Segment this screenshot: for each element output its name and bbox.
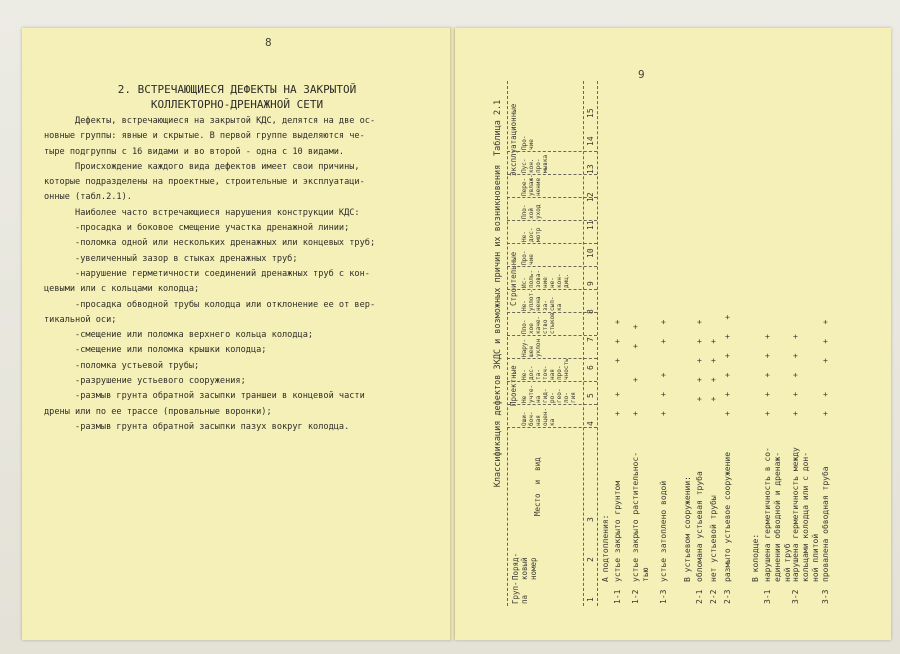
row-number: 3-3	[821, 589, 830, 604]
row-marks: + + + + +	[659, 319, 668, 416]
body-line: которые подразделены на проектные, строительные и эксплуатаци-	[44, 177, 365, 188]
row-description: провалена обводная труба	[821, 466, 830, 582]
body-line: -поломка устьевой трубы;	[44, 360, 200, 371]
column-number: 10	[586, 248, 595, 258]
column-number: 13	[586, 164, 595, 174]
row-description: размыто устьевое сооружение	[723, 451, 732, 582]
body-line: -смещение или поломка верхнего кольца колодца;	[44, 330, 314, 341]
right-page	[455, 28, 891, 640]
header-subcolumn: Не- уплот- нена за- сып- ка	[521, 289, 563, 311]
column-number: 15	[586, 108, 595, 118]
header-subcolumn: Про- чие	[521, 250, 535, 265]
column-number: 12	[586, 192, 595, 202]
column-number: 2	[586, 557, 595, 562]
body-text	[44, 114, 444, 435]
header-operation: Эксплуатационные	[509, 103, 518, 176]
left-page	[22, 28, 452, 640]
row-description: устье закрыто грунтом	[613, 480, 622, 582]
column-number: 3	[586, 517, 595, 522]
section-heading-line-2: КОЛЛЕКТОРНО-ДРЕНАЖНОЙ СЕТИ	[150, 98, 324, 111]
header-subcolumn: Нару- шен уклон	[521, 338, 542, 357]
body-line: -поломка одной или нескольких дренажных или концевых труб;	[44, 238, 376, 249]
body-line: Наиболее часто встречающиеся нарушения конструкции КДС:	[44, 207, 360, 218]
body-line: новные группы: явные и скрытые. В первой группе выделяются че-	[44, 131, 365, 142]
row-description: нет устьевой трубы	[709, 495, 718, 582]
row-description: устье затоплено водой	[659, 480, 668, 582]
row-description: устье закрыто растительнос- тью	[631, 451, 650, 582]
body-line: -размыв грунта обратной засыпки пазух вокруг колодца.	[44, 421, 350, 432]
body-line: дрены или по ее трассе (провальные воронки);	[44, 406, 272, 417]
row-number: 2-1	[695, 589, 704, 604]
body-line: -увеличенный зазор в стыках дренажных труб;	[44, 253, 298, 264]
body-line: -разрушение устьевого сооружения;	[44, 376, 246, 387]
column-number: 7	[586, 337, 595, 342]
body-line: тыре подгруппы с 16 видами и во второй - одна с 10 видами.	[44, 146, 345, 157]
header-place: Место и вид	[533, 457, 542, 516]
header-subcolumn: Ис- поль- зова- ние не- кон- диц.	[521, 269, 570, 288]
column-number: 1	[586, 597, 595, 602]
row-number: 2-3	[723, 589, 732, 604]
header-subcolumn: Не учте- на гид- ро- гео- ло- гия	[521, 384, 577, 403]
body-line: -нарушение герметичности соединений дренажных труб с кон-	[44, 268, 370, 279]
row-marks: + + + + +	[791, 334, 800, 416]
body-line: -просадка обводной трубы колодца или отклонение ее от вер-	[44, 299, 376, 310]
body-line: -смещение или поломка крышки колодца;	[44, 345, 267, 356]
body-line: тикальной оси;	[44, 314, 117, 325]
header-design: Проектные	[509, 365, 518, 406]
column-number: 4	[586, 421, 595, 426]
header-subcolumn: Не- дос- та- точ- ная про- чность	[521, 358, 570, 380]
right-page-number: 9	[638, 68, 645, 81]
body-line: Дефекты, встречающиеся на закрытой КДС, делятся на две ос-	[44, 116, 376, 126]
row-marks: + + + + +	[763, 334, 772, 416]
row-description: обломана устьевая труба	[695, 471, 704, 582]
header-subcolumn: Не- дос- мотр	[521, 227, 542, 242]
body-line: -размыв грунта обратной засыпки траншеи в концевой части	[44, 391, 365, 402]
row-number: 3-2	[791, 589, 800, 604]
row-number: 1-3	[659, 589, 668, 604]
row-description: нарушена герметичность в со- единении обводной и дренаж- ной труб	[763, 447, 792, 582]
column-number: 5	[586, 393, 595, 398]
header-subcolumn: Оши- боч- ная оцен- ка	[521, 407, 556, 426]
subgroup-a: А подтопления:	[601, 514, 610, 582]
column-number: 14	[586, 136, 595, 146]
header-construction: Строительные	[509, 251, 518, 306]
row-marks: + + + + +	[821, 319, 830, 416]
table-caption: Классификация дефектов ЗКДС и возможных причин их возникновения	[493, 164, 503, 488]
body-line: -просадка и боковое смещение участка дренажной линии;	[44, 223, 350, 234]
column-number: 8	[586, 309, 595, 314]
column-number: 11	[586, 220, 595, 230]
header-order-number: Поряд- ковый номер	[511, 552, 538, 580]
row-description: нарушена герметичность между кольцами колодца или с дон- ной плитой	[791, 447, 820, 582]
table-tag: Таблица 2.1	[493, 99, 503, 156]
header-subcolumn: Пере- увлаж- нение	[521, 174, 542, 196]
body-line: цевыми или с кольцами колодца;	[44, 284, 200, 295]
row-number: 1-2	[631, 589, 640, 604]
left-page-number: 8	[265, 36, 272, 49]
row-number: 3-1	[763, 589, 772, 604]
row-marks: + + + + +	[613, 319, 622, 416]
header-subcolumn: Пло- хой уход	[521, 204, 542, 219]
header-subcolumn: Пус- кон. про- мывка	[521, 154, 549, 173]
row-marks: + + + +	[631, 324, 640, 416]
header-group: Груп- па	[511, 581, 529, 604]
row-marks: + + + + + +	[723, 314, 732, 416]
body-line: Происхождение каждого вида дефектов имеет свои причины,	[44, 161, 360, 172]
column-number: 6	[586, 365, 595, 370]
row-number: 1-1	[613, 589, 622, 604]
body-line: онные (табл.2.1).	[44, 192, 132, 203]
header-subcolumn: Про- чие	[521, 135, 535, 150]
rotated-table	[493, 81, 853, 606]
row-marks: + + + +	[709, 338, 718, 416]
row-number: 2-2	[709, 589, 718, 604]
subgroup-g: В колодце:	[751, 533, 760, 582]
header-subcolumn: Пло- хое каче- ство стыков	[521, 312, 556, 334]
subgroup-v: В устьевом сооружении:	[683, 476, 692, 582]
section-heading-line-1: 2. ВСТРЕЧАЮЩИЕСЯ ДЕФЕКТЫ НА ЗАКРЫТОЙ	[117, 83, 357, 96]
row-marks: + + + + +	[695, 319, 704, 416]
column-number: 9	[586, 281, 595, 286]
